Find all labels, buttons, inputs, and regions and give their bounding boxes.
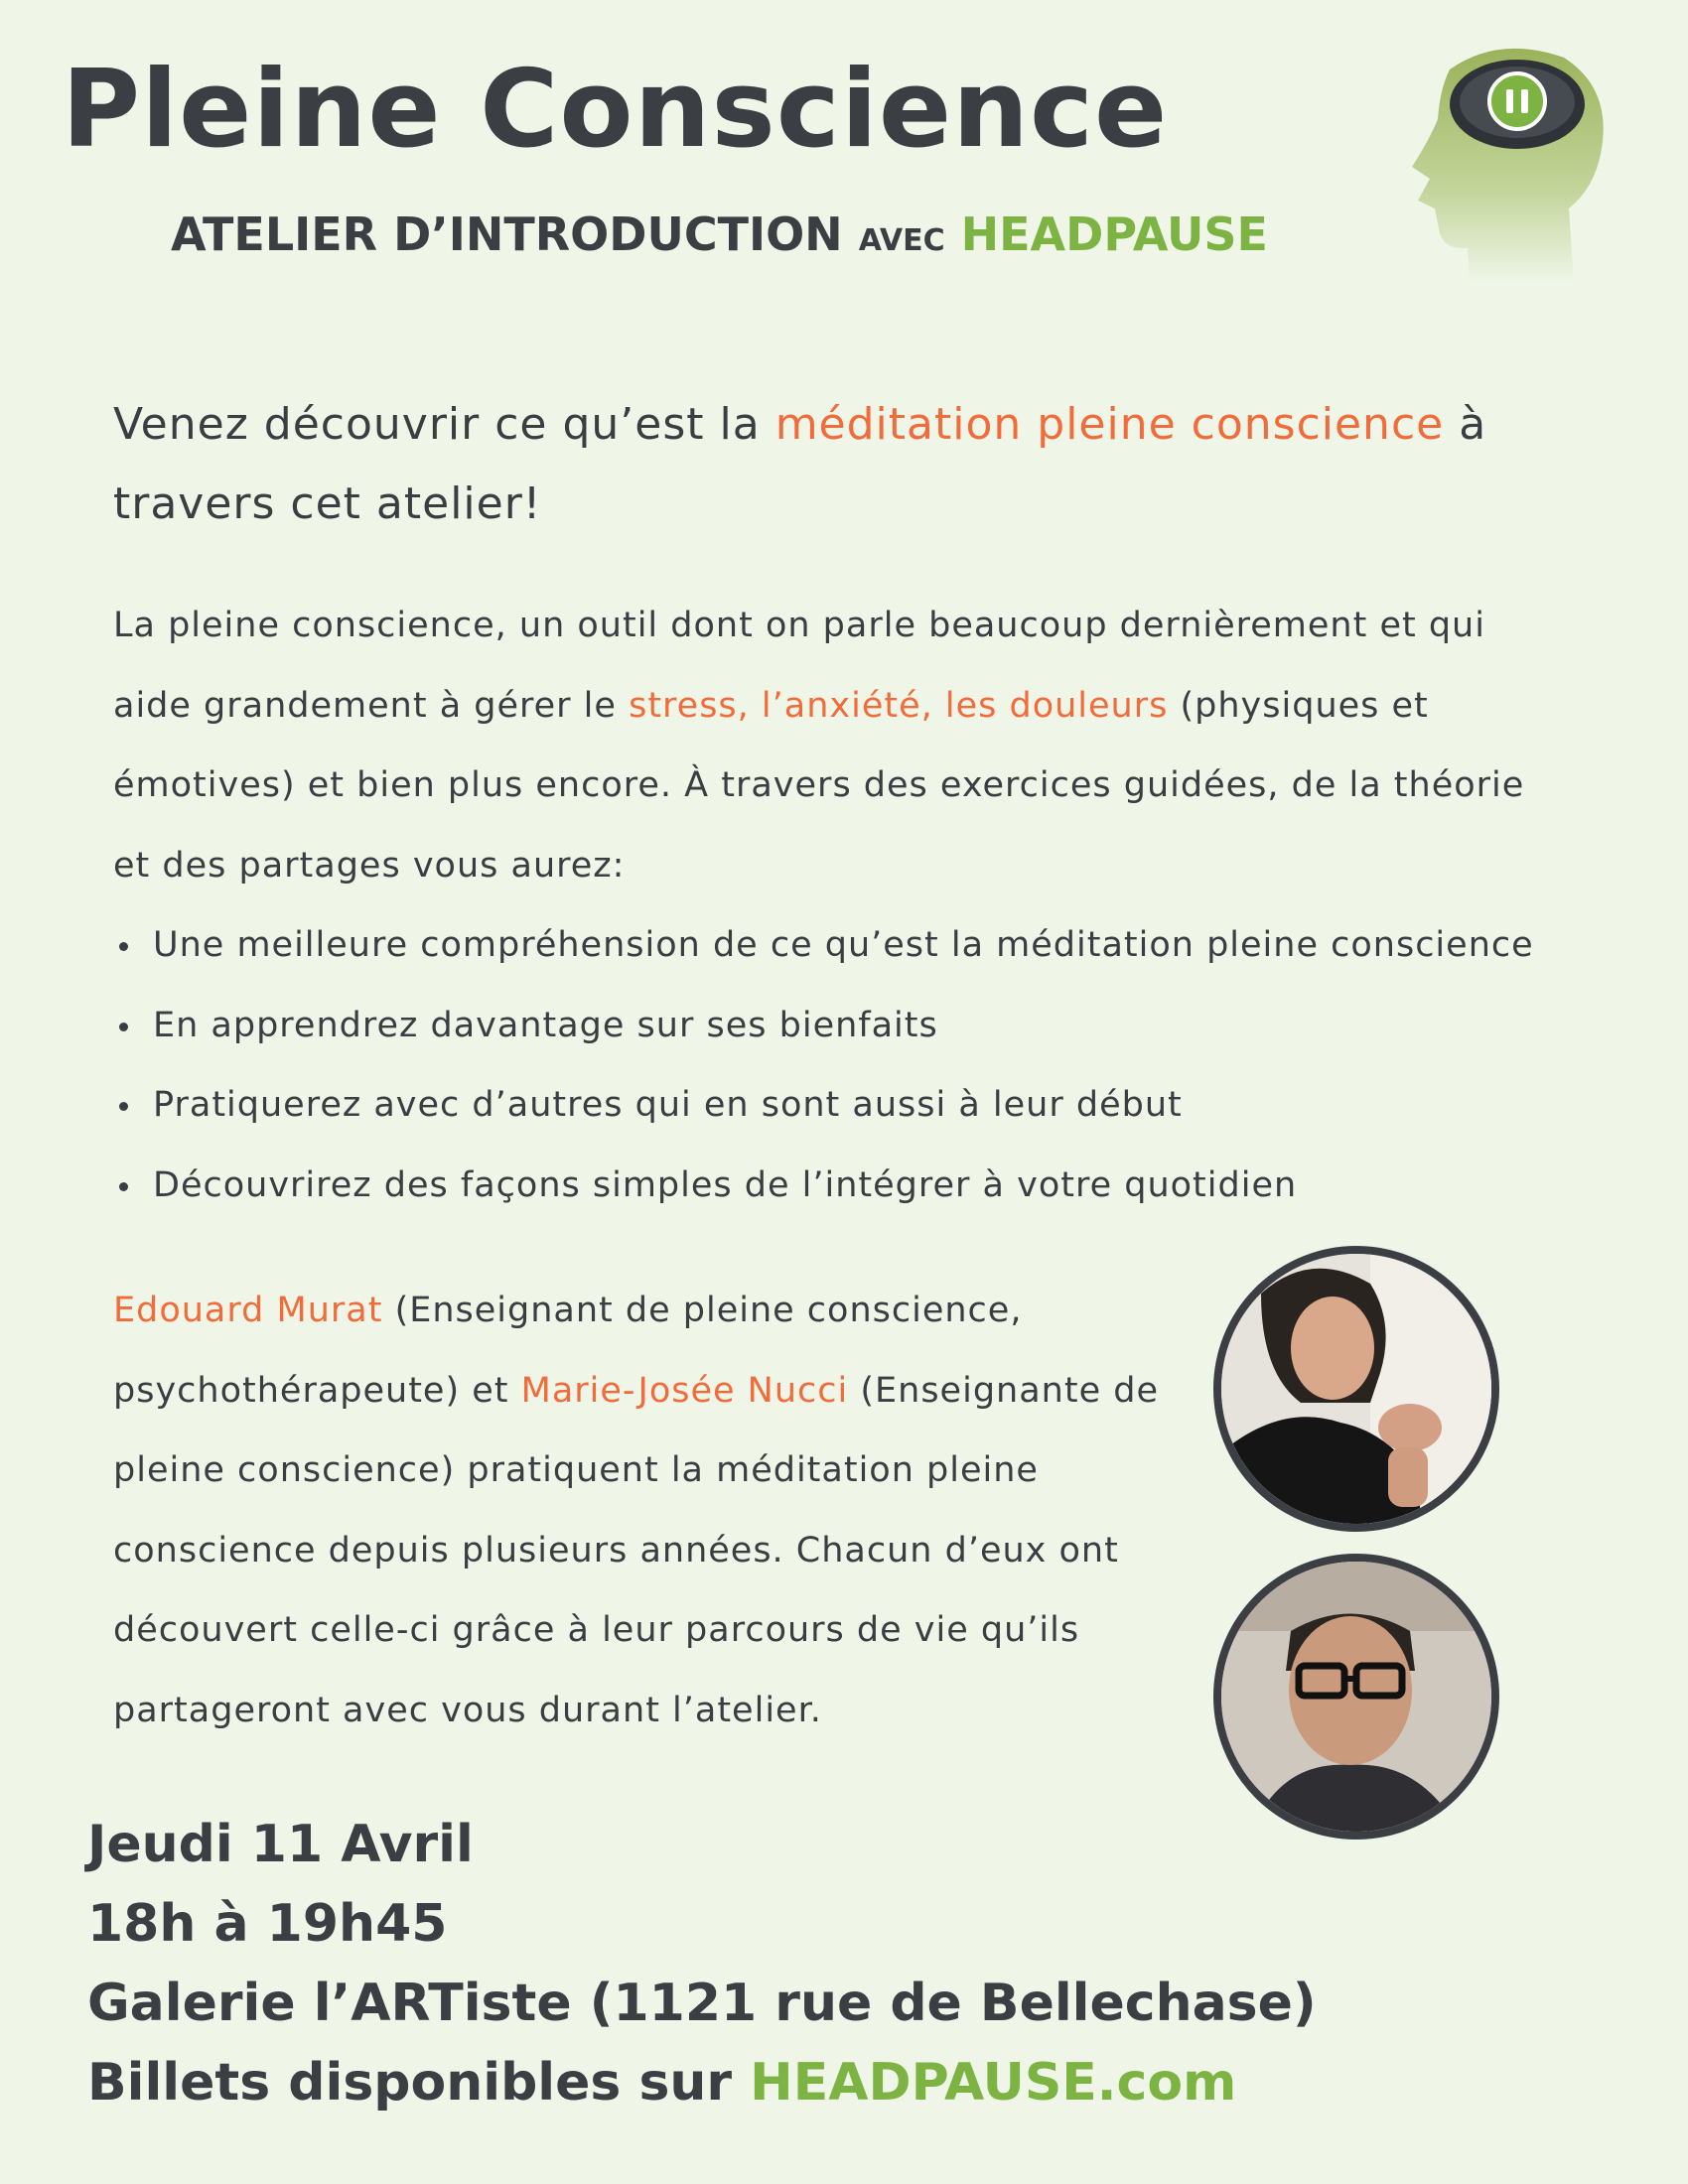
teachers-paragraph: [113, 1271, 1186, 1750]
headpause-head-icon: [1390, 30, 1618, 288]
description-text-before: La pleine conscience, un outil dont on parle beaucoup dernièrement et qui aide grandement à gérer le: [113, 606, 1485, 726]
subtitle-brand: HEADPAUSE: [960, 207, 1268, 261]
list-item: Découvrirez des façons simples de l’intégrer à votre quotidien: [113, 1146, 1563, 1226]
tickets-link[interactable]: HEADPAUSE.com: [750, 2053, 1237, 2113]
teacher-photo-woman: [1213, 1246, 1499, 1532]
intro-paragraph: [113, 385, 1583, 544]
list-item: Pratiquerez avec d’autres qui en sont aussi à leur début: [113, 1065, 1563, 1146]
event-tickets: [87, 2043, 1317, 2122]
description-block: [113, 586, 1563, 1225]
description-highlight: stress, l’anxiété, les douleurs: [629, 685, 1169, 726]
event-details: [87, 1805, 1317, 2122]
benefits-list: [113, 905, 1563, 1225]
subtitle-avec: AVEC: [858, 223, 945, 258]
event-place: Galerie l’ARTiste (1121 rue de Bellechase): [87, 1974, 1317, 2033]
intro-text-after: à travers cet atelier!: [113, 399, 1487, 529]
list-item: En apprendrez davantage sur ses bienfaits: [113, 986, 1563, 1066]
description-text-after: (physiques et émotives) et bien plus encore. À travers des exercices guidées, de la théorie et des partages vous aurez:: [113, 685, 1525, 886]
tickets-label: Billets disponibles sur: [87, 2053, 751, 2113]
teacher-photo-man: [1213, 1554, 1499, 1840]
event-time: 18h à 19h45: [87, 1894, 448, 1954]
subtitle-main: ATELIER D’INTRODUCTION: [171, 207, 843, 261]
teacher-bio: (Enseignante de pleine conscience) pratiquent la méditation pleine conscience depuis plusieurs années. Chacun d’eux ont découvert celle-ci grâce à leur parcours de vie qu’ils partageront avec vous durant l’atelier.: [113, 1370, 1159, 1730]
teacher-name-2: Marie-Josée Nucci: [520, 1370, 849, 1411]
event-date: Jeudi 11 Avril: [87, 1815, 474, 1874]
intro-text-before: Venez découvrir ce qu’est la: [113, 399, 775, 450]
poster-title: Pleine Conscience: [62, 48, 1169, 172]
list-item: Une meilleure compréhension de ce qu’est la méditation pleine conscience: [113, 905, 1563, 986]
teacher-name-1: Edouard Murat: [113, 1291, 383, 1330]
intro-highlight: méditation pleine conscience: [774, 399, 1445, 450]
poster-subtitle: [171, 205, 1268, 271]
teacher-role-1: (Enseignant de pleine conscience, psychothérapeute) et: [113, 1291, 1023, 1411]
description-paragraph: [113, 586, 1563, 905]
